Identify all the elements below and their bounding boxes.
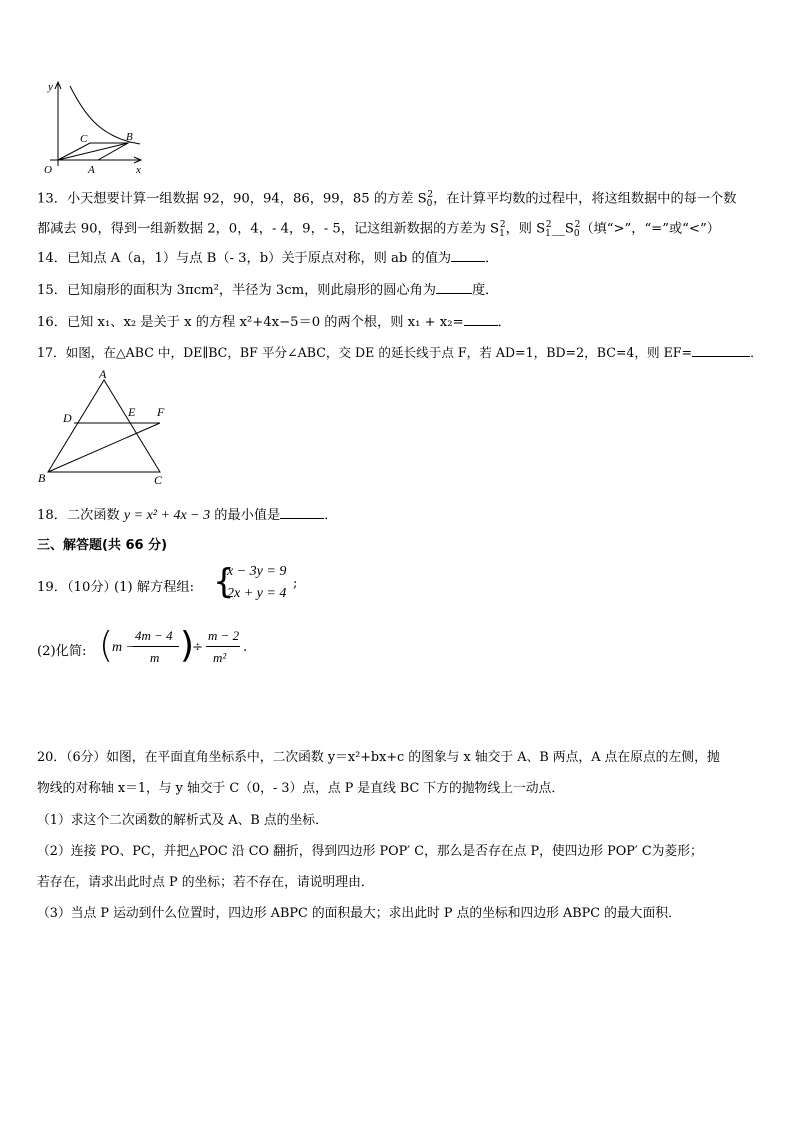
equation-1: x − 3y = 9 — [227, 564, 287, 579]
label-b: B — [126, 131, 133, 143]
label-f: F — [157, 405, 165, 419]
fraction2-bar — [206, 646, 240, 647]
label-x: x — [136, 164, 141, 176]
fraction2-denominator: m² — [213, 650, 227, 665]
label-e: E — [128, 405, 136, 419]
q18-line: 18．二次函数 y = x² + 4x − 3 的最小值是 ． — [37, 508, 338, 523]
section-title: 三、解答题(共 66 分) — [37, 538, 168, 553]
q16-line: 16．已知 x₁、x₂ 是关于 x 的方程 x²+4x−5＝0 的两个根，则 x₁ + x₂= ． — [37, 315, 511, 330]
label-c: C — [154, 473, 163, 487]
fraction1-denominator: m — [150, 650, 160, 665]
q20-part3: （3）当点 P 运动到什么位置时，四边形 ABPC 的面积最大；求出此时 P 点的坐标和四边形 ABPC 的最大面积． — [37, 906, 681, 921]
q20-part2-line1: （2）连接 PO、PC，并把△POC 沿 CO 翻折，得到四边形 POP′ C，那么是否存在点 P，使四边形 POP′ C为菱形； — [37, 844, 703, 859]
brace-icon: { — [213, 562, 235, 602]
segment-bf — [48, 423, 160, 472]
label-a: A — [99, 368, 107, 381]
q15-line: 15．已知扇形的面积为 3πcm²，半径为 3cm，则此扇形的圆心角为 度． — [37, 283, 499, 298]
q14-line: 14．已知点 A（a，1）与点 B（- 3，b）关于原点对称，则 ab 的值为 ． — [37, 251, 499, 266]
label-b: B — [38, 471, 46, 485]
q17-line: 17．如图，在△ABC 中，DE∥BC，BF 平分∠ABC，交 DE 的延长线于点 F，若 AD=1，BD=2，BC=4，则 EF= ． — [37, 345, 763, 360]
q17-triangle-figure — [36, 368, 176, 490]
q20-part1: （1）求这个二次函数的解析式及 A、B 点的坐标． — [37, 813, 328, 828]
q17-answer-blank[interactable] — [692, 344, 750, 357]
q16-answer-blank[interactable] — [464, 313, 498, 326]
q12-graph-figure — [40, 78, 152, 178]
q13-line2: 都减去 90，得到一组新数据 2，0，4，- 4，9，- 5，记这组新数据的方差为 $S_1^2$，则 $S_1^2\_\_S_0^2$（填“>”，“=”或“<”） — [37, 220, 720, 240]
left-paren-icon: ( — [99, 625, 114, 666]
label-d: D — [63, 411, 72, 425]
equation-2: 2x + y = 4 — [227, 586, 287, 601]
q15-answer-blank[interactable] — [436, 281, 472, 294]
label-a: A — [88, 164, 95, 176]
label-o: O — [44, 164, 52, 176]
q20-line2: 物线的对称轴 x＝1，与 y 轴交于 C（0，- 3）点，点 P 是直线 BC 下方的抛物线上一动点． — [37, 781, 565, 796]
fraction1-bar — [133, 646, 179, 647]
fraction1-numerator: 4m − 4 — [135, 628, 173, 643]
triangle-abc — [48, 380, 160, 472]
segment-ob — [58, 143, 128, 160]
label-y: y — [48, 81, 53, 93]
q18-answer-blank[interactable] — [280, 506, 324, 519]
q18-formula: y = x² + 4x − 3 — [123, 508, 211, 523]
q20-part2-line2: 若存在，请求出此时点 P 的坐标；若不存在，请说明理由． — [37, 875, 374, 890]
label-c: C — [80, 133, 88, 145]
q13-line1: 13．小天想要计算一组数据 92，90，94，86，99，85 的方差 $S_0^2$，在计算平均数的过程中，将这组数据中的每一个数 — [37, 190, 737, 210]
q20-line1: 20．（6分）如图，在平面直角坐标系中，二次函数 y＝x²+bx+c 的图象与 x 轴交于 A、B 两点，A 点在原点的左侧，抛 — [37, 750, 720, 765]
right-paren-icon: ) — [180, 625, 195, 666]
q14-answer-blank[interactable] — [451, 249, 485, 262]
fraction2-numerator: m − 2 — [208, 628, 240, 643]
